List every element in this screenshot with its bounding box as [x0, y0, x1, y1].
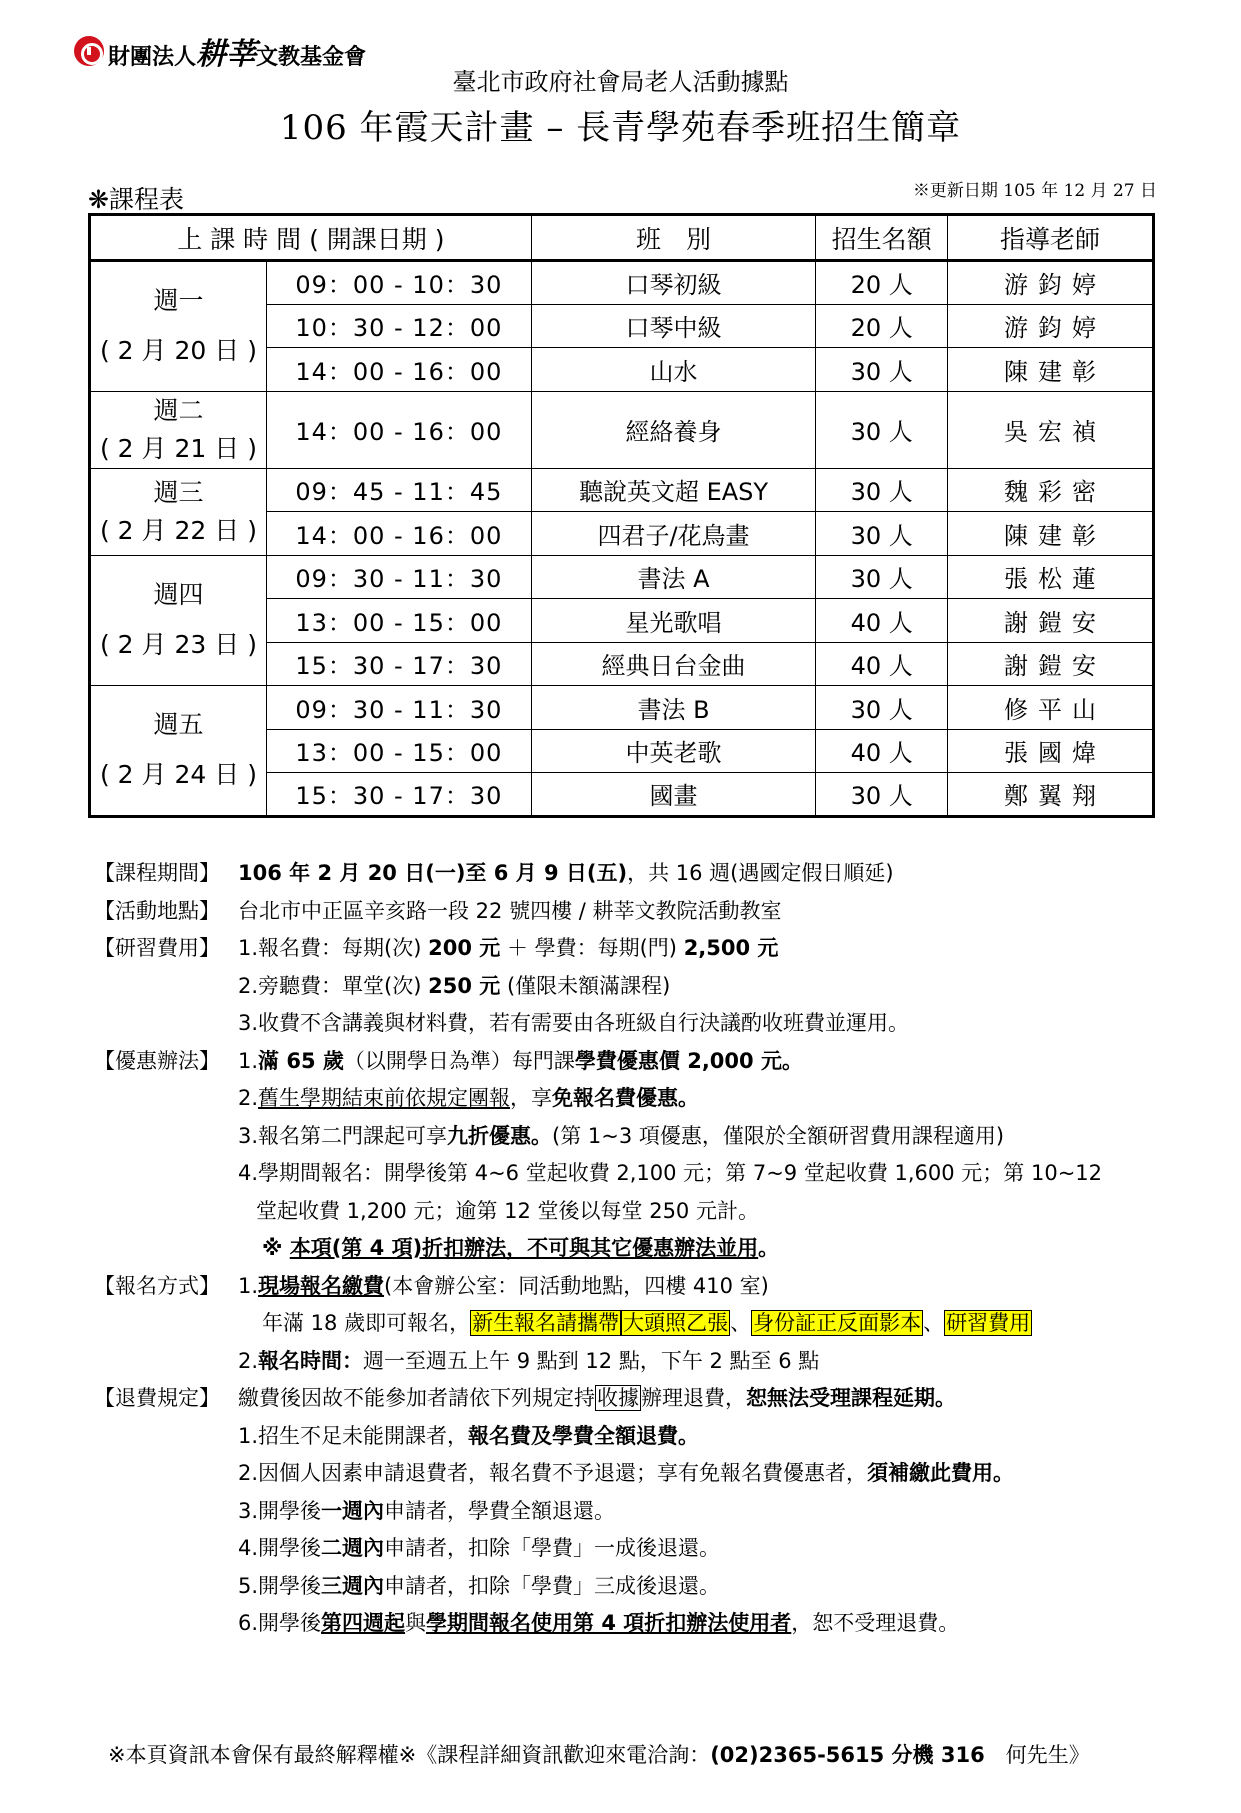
foundation-name: 財團法人耕莘文教基金會 [108, 37, 367, 72]
day-cell [90, 555, 267, 686]
register-line-1: 【報名方式】 1.現場報名繳費(本會辦公室：同活動地點，四樓 410 室) [94, 1273, 769, 1298]
header-teacher: 指導老師 [948, 215, 1154, 261]
discount-note: ※ 本項(第 4 項)折扣辦法，不可與其它優惠辦法並用。 [262, 1236, 780, 1260]
class-teacher: 陳建彰 [948, 512, 1154, 556]
class-teacher: 鄭翼翔 [948, 773, 1154, 817]
day-label: 週一 [153, 286, 204, 316]
class-teacher: 游鈞婷 [948, 261, 1154, 305]
title-line-1: 臺北市政府社會局老人活動據點 [452, 68, 789, 96]
header-time: 上 課 時 間 ( 開課日期 ) [90, 215, 532, 261]
class-time: 14：00 - 16：00 [266, 391, 531, 468]
class-quota: 30 人 [816, 468, 948, 512]
class-name: 國畫 [531, 773, 816, 817]
class-teacher: 謝鎧安 [948, 642, 1154, 686]
discount-line-1: 【優惠辦法】 1.滿 65 歲（以開學日為準）每門課學費優惠價 2,000 元。 [94, 1048, 803, 1073]
class-teacher: 張松蓮 [948, 555, 1154, 599]
class-name: 聽說英文超 EASY [531, 468, 816, 512]
class-teacher: 吳宏禎 [948, 391, 1154, 468]
table-row [90, 261, 1154, 305]
table-row [90, 555, 1154, 599]
day-date: ( 2 月 21 日 ) [99, 433, 257, 463]
class-time: 14：00 - 16：00 [266, 512, 531, 556]
class-teacher: 張國煒 [948, 729, 1154, 773]
class-name: 書法 A [531, 555, 816, 599]
class-name: 口琴初級 [531, 261, 816, 305]
class-name: 口琴中級 [531, 304, 816, 348]
class-quota: 30 人 [816, 348, 948, 392]
class-time: 09：45 - 11：45 [266, 468, 531, 512]
activity-location: 【活動地點】 台北市中正區辛亥路一段 22 號四樓 / 耕莘文教院活動教室 [94, 898, 782, 923]
refund-line-2: 2.因個人因素申請退費者，報名費不予退還；享有免報名費優惠者，須補繳此費用。 [238, 1461, 1015, 1485]
class-name: 經典日台金曲 [531, 642, 816, 686]
update-date: ※更新日期 105 年 12 月 27 日 [912, 181, 1157, 201]
course-period: 【課程期間】 106 年 2 月 20 日(一)至 6 月 9 日(五)，共 16 週(遇國定假日順延) [94, 861, 894, 885]
day-label: 週五 [153, 710, 204, 740]
day-cell [90, 468, 267, 555]
day-label: 週三 [153, 477, 204, 507]
class-time: 10：30 - 12：00 [266, 304, 531, 348]
class-time: 09：30 - 11：30 [266, 686, 531, 730]
class-quota: 20 人 [816, 261, 948, 305]
refund-line-6: 6.開學後第四週起與學期間報名使用第 4 項折扣辦法使用者，恕不受理退費。 [238, 1611, 960, 1635]
class-teacher: 陳建彰 [948, 348, 1154, 392]
class-name: 經絡養身 [531, 391, 816, 468]
class-teacher: 修平山 [948, 686, 1154, 730]
class-quota: 20 人 [816, 304, 948, 348]
section-label: ❋課程表 [88, 185, 184, 214]
day-date: ( 2 月 22 日 ) [99, 515, 257, 545]
info-section [94, 855, 1194, 1643]
class-quota: 40 人 [816, 599, 948, 643]
refund-line-3: 3.開學後一週內申請者，學費全額退還。 [238, 1498, 616, 1523]
table-row [90, 391, 1154, 468]
discount-line-4: 4.學期間報名：開學後第 4~6 堂起收費 2,100 元；第 7~9 堂起收費 1,600 元；第 10~12 [238, 1161, 1103, 1185]
page-title: 106 年霞天計畫 – 長青學苑春季班招生簡章 [279, 108, 962, 148]
class-time: 15：30 - 17：30 [266, 642, 531, 686]
class-time: 14：00 - 16：00 [266, 348, 531, 392]
class-time: 09：30 - 11：30 [266, 555, 531, 599]
discount-line-4b: 堂起收費 1,200 元；逾第 12 堂後以每堂 250 元計。 [256, 1198, 759, 1223]
table-header-row [90, 215, 1154, 261]
header-quota: 招生名額 [816, 215, 948, 261]
day-date: ( 2 月 23 日 ) [99, 630, 257, 660]
class-quota: 30 人 [816, 555, 948, 599]
day-cell [90, 686, 267, 817]
day-cell [90, 261, 267, 392]
refund-line-5: 5.開學後三週內申請者，扣除「學費」三成後退還。 [238, 1573, 721, 1598]
class-name: 四君子/花鳥畫 [531, 512, 816, 556]
class-time: 15：30 - 17：30 [266, 773, 531, 817]
class-quota: 40 人 [816, 729, 948, 773]
day-label: 週四 [153, 580, 204, 610]
table-row [90, 686, 1154, 730]
class-name: 星光歌唱 [531, 599, 816, 643]
day-label: 週二 [153, 395, 204, 425]
refund-line-0: 【退費規定】 繳費後因故不能參加者請依下列規定持收據辦理退費，恕無法受理課程延期。 [94, 1386, 956, 1410]
refund-line-4: 4.開學後二週內申請者，扣除「學費」一成後退還。 [238, 1536, 721, 1560]
class-quota: 30 人 [816, 512, 948, 556]
fees-line-1: 【研習費用】 1.報名費：每期(次) 200 元 ＋ 學費：每期(門) 2,500 元 [94, 936, 779, 960]
class-time: 09：00 - 10：30 [266, 261, 531, 305]
register-line-2: 年滿 18 歲即可報名，新生報名請攜帶 大頭照乙張、身份証正反面影本、研習費用 [262, 1311, 1031, 1335]
class-teacher: 魏彩密 [948, 468, 1154, 512]
table-row [90, 468, 1154, 512]
class-name: 書法 B [531, 686, 816, 730]
class-name: 中英老歌 [531, 729, 816, 773]
footer-note: ※本頁資訊本會保有最終解釋權※《課程詳細資訊歡迎來電洽詢：(02)2365-5615 分機 316 何先生》 [108, 1743, 1090, 1767]
fees-line-3: 3.收費不含講義與材料費，若有需要由各班級自行決議酌收班費並運用。 [238, 1011, 910, 1035]
class-teacher: 游鈞婷 [948, 304, 1154, 348]
fees-line-2: 2.旁聽費：單堂(次) 250 元 (僅限未額滿課程) [238, 973, 671, 998]
class-time: 13：00 - 15：00 [266, 729, 531, 773]
class-quota: 30 人 [816, 686, 948, 730]
day-date: ( 2 月 20 日 ) [99, 336, 257, 366]
class-time: 13：00 - 15：00 [266, 599, 531, 643]
class-name: 山水 [531, 348, 816, 392]
header-class: 班 別 [531, 215, 816, 261]
schedule-table [88, 213, 1155, 818]
class-teacher: 謝鎧安 [948, 599, 1154, 643]
class-quota: 30 人 [816, 773, 948, 817]
register-line-3: 2.報名時間：週一至週五上午 9 點到 12 點，下午 2 點至 6 點 [238, 1348, 820, 1373]
discount-line-3: 3.報名第二門課起可享九折優惠。(第 1~3 項優惠，僅限於全額研習費用課程適用) [238, 1123, 1005, 1148]
class-quota: 30 人 [816, 391, 948, 468]
class-quota: 40 人 [816, 642, 948, 686]
day-date: ( 2 月 24 日 ) [99, 760, 257, 790]
day-cell [90, 391, 267, 468]
discount-line-2: 2.舊生學期結束前依規定團報，享免報名費優惠。 [238, 1086, 700, 1110]
refund-line-1: 1.招生不足未能開課者，報名費及學費全額退費。 [238, 1423, 700, 1448]
